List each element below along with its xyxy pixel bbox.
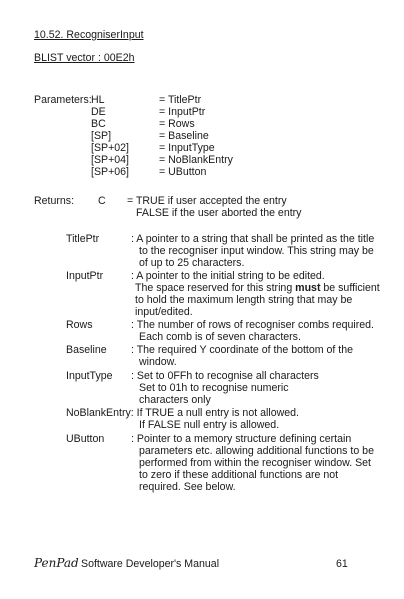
desc-inputtype-numeric: Set to 01h to recognise numeric characters only: [139, 382, 289, 406]
blist-vector: BLIST vector : 00E2h: [34, 52, 135, 64]
returns-register: C: [98, 195, 106, 207]
param-value: = InputType: [159, 142, 215, 154]
param-reg: [SP+04]: [91, 154, 129, 166]
param-reg: HL: [91, 94, 105, 106]
desc-baseline: : The required Y coordinate of the bottom of the window.: [131, 344, 354, 368]
param-value: = TitlePtr: [159, 94, 202, 106]
noblank-entry: NoBlankEntry: If TRUE a null entry is not allowed.: [66, 407, 299, 419]
desc-titleptr: : A pointer to a string that shall be printed as the title to the recogniser input window. This string may be of up to 25 characters.: [131, 233, 375, 269]
page-number: 61: [336, 558, 348, 570]
term-baseline: Baseline: [66, 344, 107, 356]
term-inputptr: InputPtr: [66, 270, 104, 282]
param-value: = NoBlankEntry: [159, 154, 233, 166]
desc-inputptr: : A pointer to the initial string to be edited.: [131, 270, 325, 282]
returns-false: FALSE if the user aborted the entry: [136, 207, 302, 219]
param-value: = UButton: [159, 166, 207, 178]
desc-inputptr-space: The space reserved for this string must be sufficient to hold the maximum length string that may be input/edited.: [135, 282, 380, 318]
footer-title: Software Developer's Manual: [81, 558, 220, 570]
term-ubutton: UButton: [66, 433, 105, 445]
desc-rows: : The number of rows of recogniser combs required. Each comb is of seven characters.: [131, 319, 374, 343]
param-reg: [SP+02]: [91, 142, 129, 154]
term-rows: Rows: [66, 319, 93, 331]
param-value: = Rows: [159, 118, 195, 130]
term-titleptr: TitlePtr: [66, 233, 100, 245]
param-reg: [SP]: [91, 130, 112, 142]
returns-label: Returns:: [34, 195, 75, 207]
returns-true: = TRUE if user accepted the entry: [127, 195, 287, 207]
param-reg: DE: [91, 106, 106, 118]
parameters-label: Parameters:: [34, 94, 92, 106]
noblank-entry-false: If FALSE null entry is allowed.: [139, 419, 280, 431]
param-reg: BC: [91, 118, 106, 130]
emphasis-must: must: [295, 282, 321, 294]
desc-inputtype-all: : Set to 0FFh to recognise all characters: [131, 370, 319, 382]
section-heading: 10.52. RecogniserInput: [34, 29, 144, 41]
param-value: = Baseline: [159, 130, 209, 142]
param-value: = InputPtr: [159, 106, 206, 118]
penpad-logo: PenPad: [34, 556, 79, 570]
desc-ubutton: : Pointer to a memory structure defining certain parameters etc. allowing additional functions to be performed from within the recogniser window. Set to zero if these additional functions are not required. See below.: [131, 433, 374, 493]
term-inputtype: InputType: [66, 370, 113, 382]
param-reg: [SP+06]: [91, 166, 129, 178]
